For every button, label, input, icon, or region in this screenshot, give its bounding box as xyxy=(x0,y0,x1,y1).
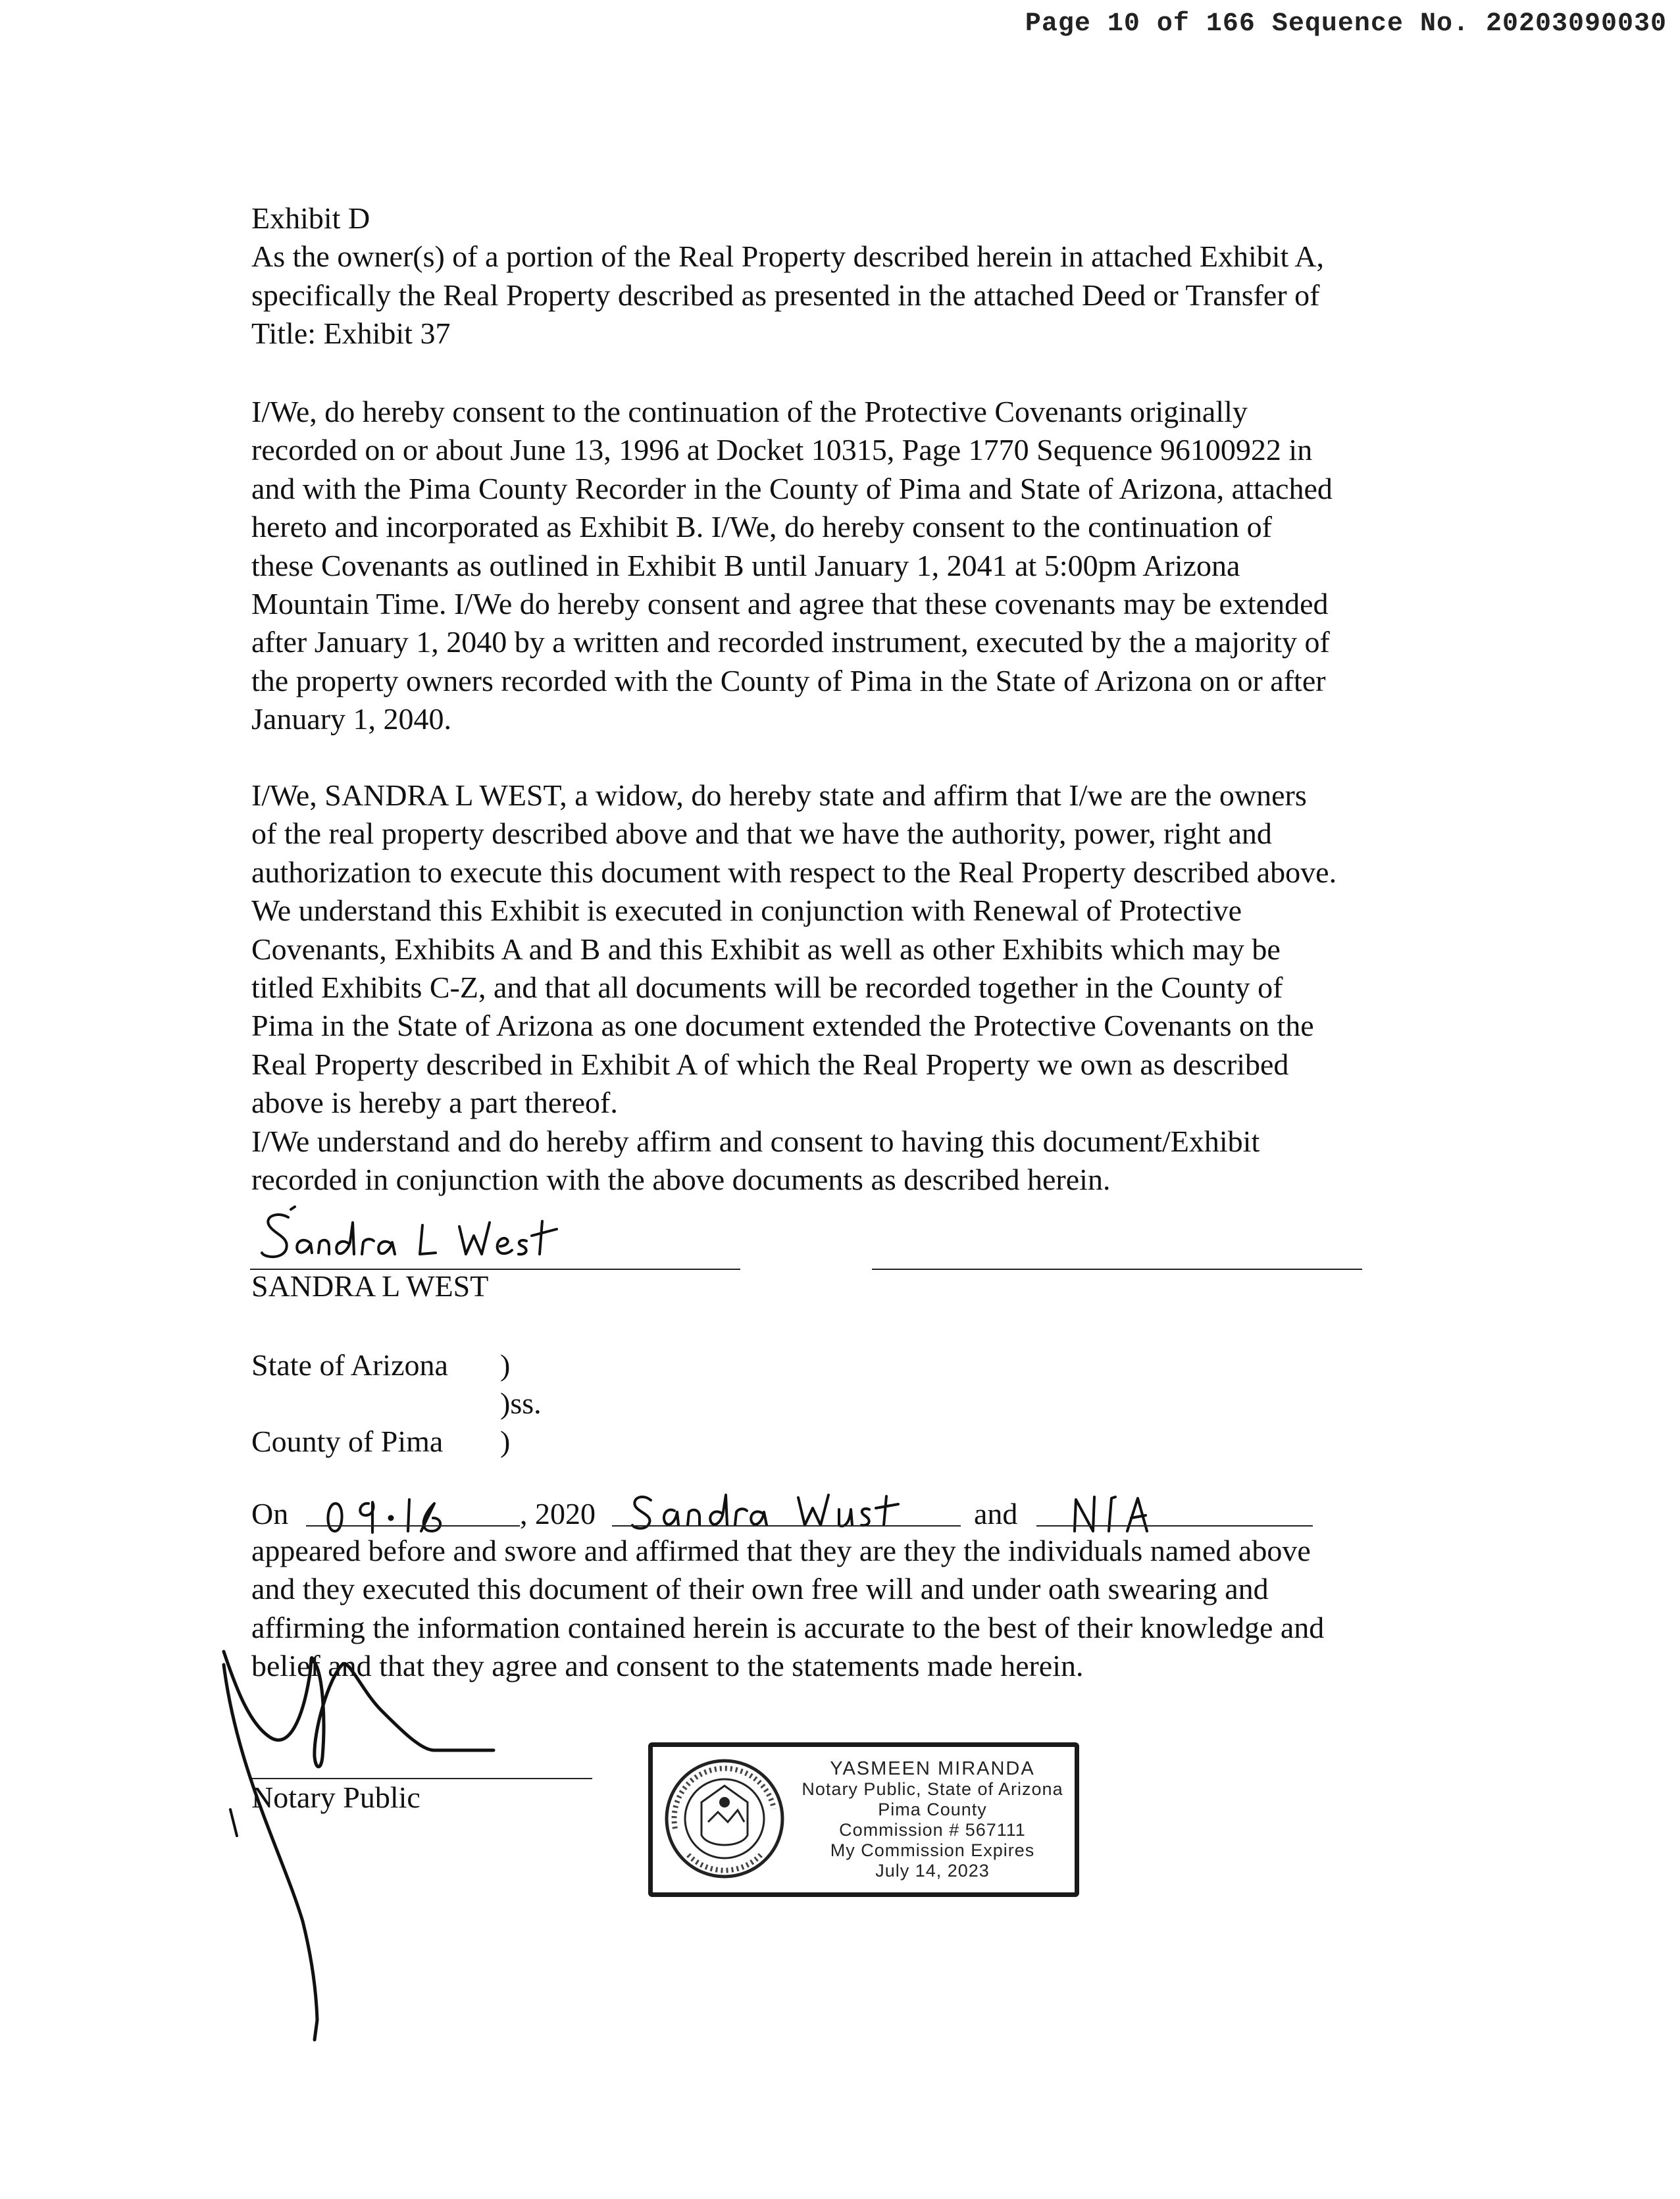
text-line: Title: Exhibit 37 xyxy=(251,316,451,351)
text-line: recorded in conjunction with the above documents as described herein. xyxy=(251,1163,1111,1197)
stamp-title: Notary Public, State of Arizona xyxy=(802,1779,1063,1799)
text-line: and with the Pima County Recorder in the County of Pima and State of Arizona, attached xyxy=(251,471,1333,505)
notary-signature xyxy=(211,1638,513,2046)
text-line: specifically the Real Property described as presented in the attached Deed or Transfer of xyxy=(251,278,1320,312)
affirm-paragraph xyxy=(251,776,1449,1123)
state-seal xyxy=(662,1756,787,1881)
stamp-name: YASMEEN MIRANDA xyxy=(830,1758,1035,1779)
notary-label: Notary Public xyxy=(251,1781,420,1814)
stamp-text xyxy=(788,1759,1077,1881)
stamp-expires-label: My Commission Expires xyxy=(830,1840,1035,1860)
venue-paren: ) xyxy=(500,1348,511,1382)
exhibit-title: Exhibit D xyxy=(251,201,370,235)
text-line: belief and that they agree and consent to the statements made herein. xyxy=(251,1649,1084,1683)
printed-name: SANDRA L WEST xyxy=(251,1269,489,1303)
text-line: January 1, 2040. xyxy=(251,702,452,736)
stamp-county: Pima County xyxy=(878,1800,987,1819)
text-line: I/We, do hereby consent to the continuation of the Protective Covenants originally xyxy=(251,395,1248,428)
text-line: affirming the information contained herein is accurate to the best of their knowledge and xyxy=(251,1610,1325,1644)
text-line: after January 1, 2040 by a written and recorded instrument, executed by the a majority of xyxy=(251,625,1330,659)
text-line: these Covenants as outlined in Exhibit B until January 1, 2041 at 5:00pm Arizona xyxy=(251,548,1240,582)
venue-state: State of Arizona xyxy=(251,1348,448,1382)
text-line: of the real property described above and that we have the authority, power, right and xyxy=(251,817,1272,851)
second-signature-line xyxy=(872,1269,1362,1270)
text-line: We understand this Exhibit is executed in conjunction with Renewal of Protective xyxy=(251,894,1242,928)
text-line: the property owners recorded with the County of Pima in the State of Arizona on or after xyxy=(251,663,1326,697)
notary-stamp xyxy=(648,1742,1079,1897)
stamp-commission: Commission # 567111 xyxy=(839,1820,1026,1840)
text-line: appeared before and swore and affirmed that they are they the individuals named above xyxy=(251,1534,1311,1567)
name-blank xyxy=(612,1525,961,1527)
text-line: and they executed this document of their own free will and under oath swearing and xyxy=(251,1572,1269,1606)
ack-year: , 2020 xyxy=(520,1497,596,1530)
text-line: above is hereby a part thereof. xyxy=(251,1086,618,1120)
owner-signature xyxy=(250,1203,579,1275)
consent-paragraph xyxy=(251,393,1449,739)
text-line: I/We understand and do hereby affirm and consent to having this document/Exhibit xyxy=(251,1125,1260,1158)
text-line: titled Exhibits C-Z, and that all documents will be recorded together in the County of xyxy=(251,971,1283,1005)
text-line: Pima in the State of Arizona as one document extended the Protective Covenants on the xyxy=(251,1009,1314,1043)
text-line: recorded on or about June 13, 1996 at Docket 10315, Page 1770 Sequence 96100922 in xyxy=(251,433,1313,467)
text-line: Real Property described in Exhibit A of which the Real Property we own as described xyxy=(251,1047,1289,1081)
ack-on: On xyxy=(251,1497,289,1530)
venue-paren: ) xyxy=(500,1425,511,1458)
text-line: I/We, SANDRA L WEST, a widow, do hereby state and affirm that I/we are the owners xyxy=(251,778,1307,812)
text-line: Mountain Time. I/We do hereby consent and agree that these covenants may be extended xyxy=(251,587,1329,621)
date-blank xyxy=(306,1525,520,1527)
text-line: Covenants, Exhibits A and B and this Exhibit as well as other Exhibits which may be xyxy=(251,932,1281,966)
record-paragraph xyxy=(251,1123,1449,1200)
text-line: As the owner(s) of a portion of the Real Property described herein in attached Exhibit A, xyxy=(251,240,1324,274)
other-blank xyxy=(1036,1525,1313,1527)
text-line: authorization to execute this document with respect to the Real Property described above. xyxy=(251,855,1337,889)
ack-and: and xyxy=(974,1497,1018,1530)
stamp-expires-date: July 14, 2023 xyxy=(875,1861,990,1881)
venue-county: County of Pima xyxy=(251,1425,444,1458)
page-header: Page 10 of 166 Sequence No. 20203090030 xyxy=(1025,9,1667,39)
venue-ss: )ss. xyxy=(500,1386,542,1420)
text-line: hereto and incorporated as Exhibit B. I/We, do hereby consent to the continuation of xyxy=(251,510,1272,544)
exhibit-intro xyxy=(251,199,1449,353)
